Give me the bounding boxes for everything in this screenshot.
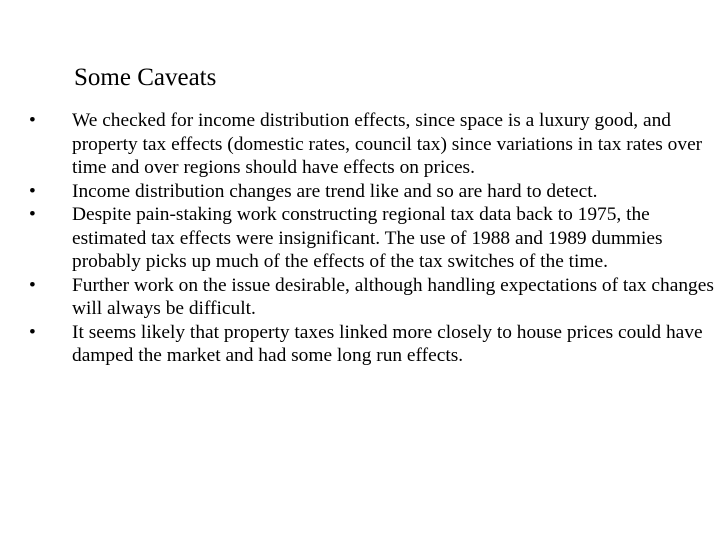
bullet-text: Despite pain-staking work constructing regional tax data back to 1975, the estimated tax effects were insignificant. The use of 1988 and 1989 dummies probably picks up much of the effects of the tax switches of the time.: [72, 204, 663, 272]
slide-title: Some Caveats: [74, 64, 217, 91]
bullet-marker: •: [29, 204, 36, 225]
bullet-marker: •: [29, 321, 36, 343]
bullet-text: It seems likely that property taxes linked more closely to house prices could have damped the market and had some long run effects.: [72, 321, 703, 366]
bullet-text: We checked for income distribution effects, since space is a luxury good, and property tax effects (domestic rates, council tax) since variations in tax rates over time and over regions should have effects on prices.: [72, 110, 703, 178]
bullet-item: [29, 180, 714, 204]
bullet-list: [29, 109, 714, 368]
bullet-text: Income distribution changes are trend like and so are hard to detect.: [72, 180, 598, 202]
bullet-text: Further work on the issue desirable, although handling expectations of tax changes will always be difficult.: [72, 274, 714, 319]
bullet-item: [29, 203, 714, 274]
bullet-item: [29, 274, 714, 321]
bullet-item: [29, 109, 714, 180]
bullet-item: [29, 321, 714, 368]
bullet-marker: •: [29, 110, 36, 131]
bullet-marker: •: [29, 274, 36, 296]
bullet-marker: •: [29, 180, 36, 202]
